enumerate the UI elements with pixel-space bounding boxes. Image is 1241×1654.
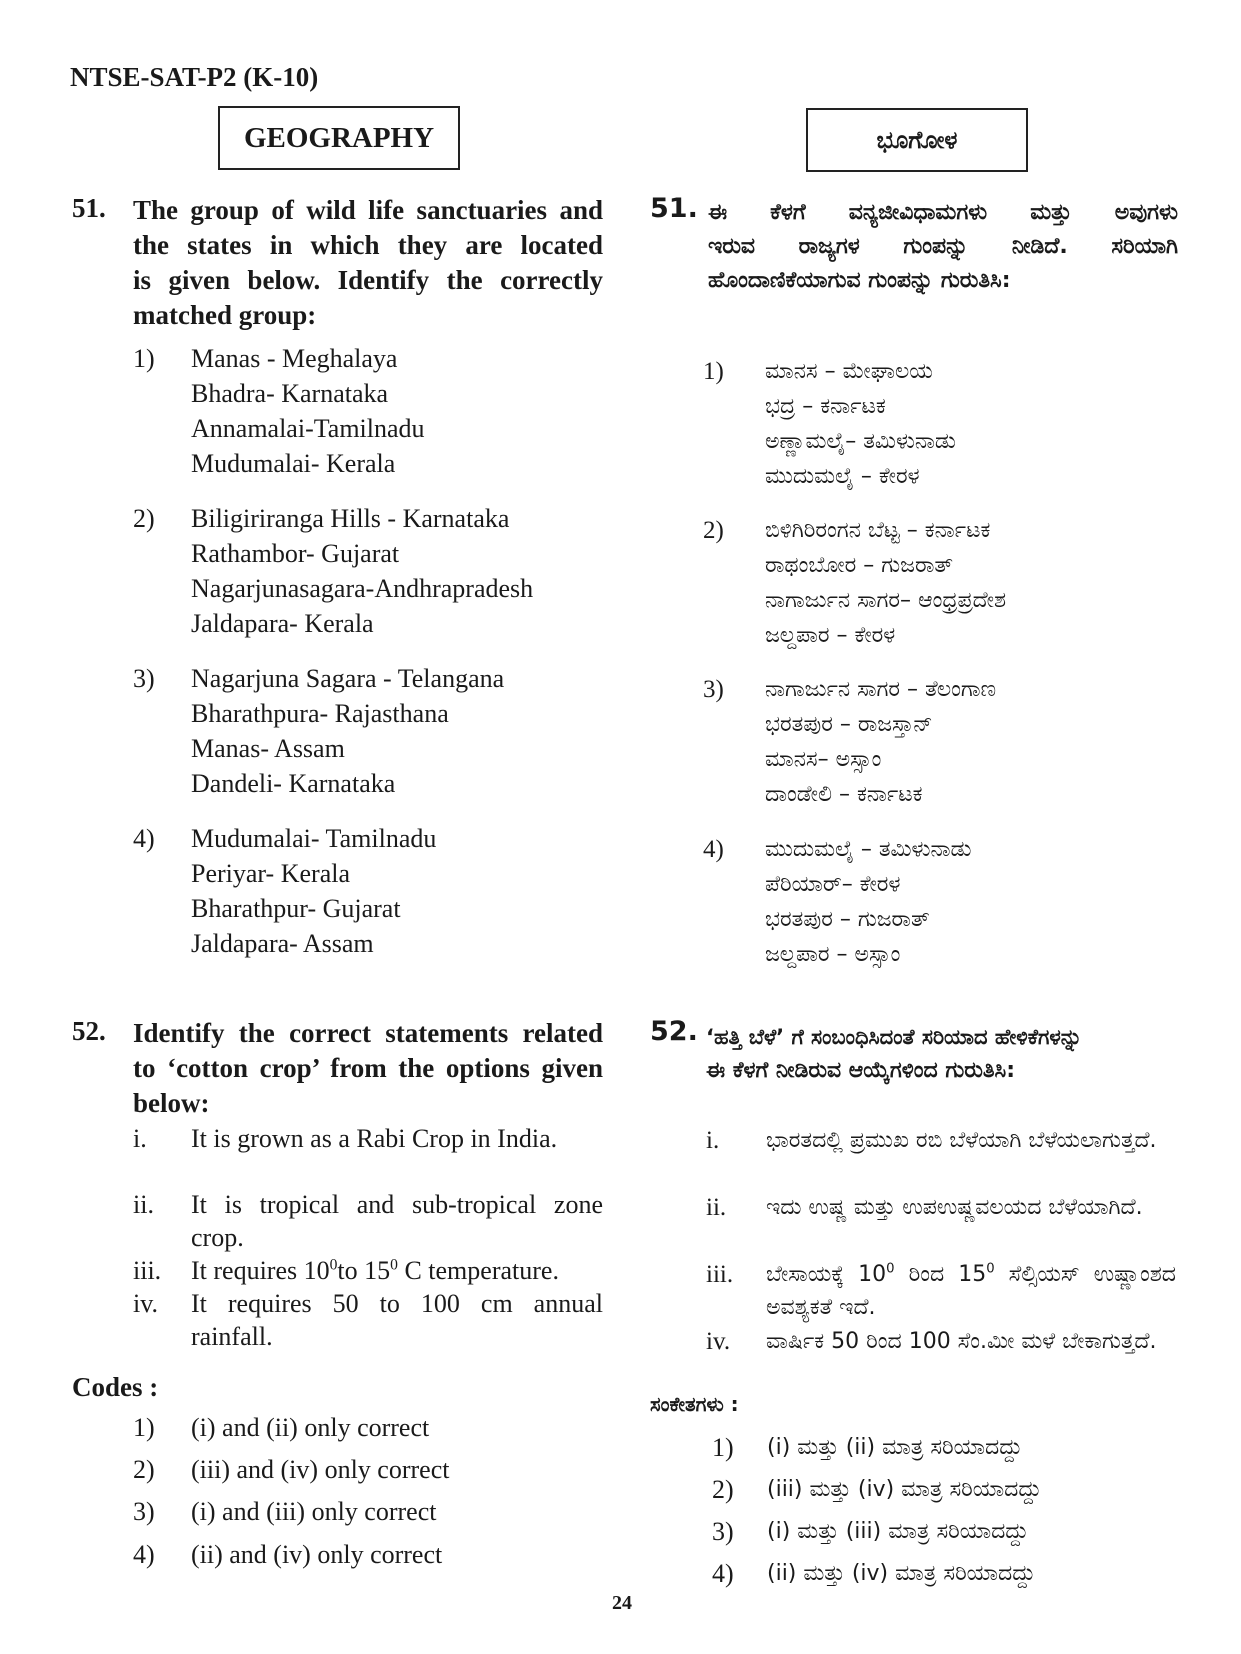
q52-question-line: to ‘cotton crop’ from the options given	[133, 1053, 603, 1083]
option-line: ಮಾನಸ – ಮೇಘಾಲಯ	[765, 359, 933, 384]
q51-option-1-kn	[703, 354, 1173, 494]
q51-option-1-en	[133, 341, 593, 481]
option-line: Dandeli- Karnataka	[191, 769, 396, 798]
option-line: Nagarjunasagara-Andhrapradesh	[191, 574, 534, 603]
option-line: Bharathpura- Rajasthana	[191, 699, 449, 728]
q51-question-en	[133, 193, 603, 333]
option-line: Periyar- Kerala	[191, 859, 350, 888]
q51-question-line: ಇರುವ ರಾಜ್ಯಗಳ ಗುಂಪನ್ನು ನೀಡಿದೆ. ಸರಿಯಾಗಿ	[708, 234, 1178, 259]
option-number: 3)	[133, 664, 155, 693]
code-option-1-kn: 1) (i) ಮತ್ತು (ii) ಮಾತ್ರ ಸರಿಯಾದದ್ದು	[712, 1433, 1023, 1462]
code-option-3-en: 3) (i) and (iii) only correct	[133, 1497, 437, 1526]
q51-option-3-en	[133, 661, 593, 801]
option-number: 4)	[133, 824, 155, 853]
code-option-3-kn: 3) (i) ಮತ್ತು (iii) ಮಾತ್ರ ಸರಿಯಾದದ್ದು	[712, 1517, 1029, 1546]
option-line: ಭದ್ರ – ಕರ್ನಾಟಕ	[765, 394, 886, 419]
option-line: ಭರತಪುರ – ರಾಜಸ್ತಾನ್	[765, 712, 933, 737]
option-line: Annamalai-Tamilnadu	[191, 414, 425, 443]
option-line: Mudumalai- Tamilnadu	[191, 824, 437, 853]
q51-option-2-en	[133, 501, 593, 641]
option-line: ಭರತಪುರ – ಗುಜರಾತ್	[765, 907, 930, 932]
option-line: ಅಣ್ಣಾಮಲೈ– ತಮಿಳುನಾಡು	[765, 429, 956, 454]
q51-option-3-kn	[703, 672, 1173, 812]
option-line: ನಾಗಾರ್ಜುನ ಸಾಗರ– ಆಂಧ್ರಪ್ರದೇಶ	[765, 588, 1007, 613]
q51-question-line: the states in which they are located	[133, 230, 603, 260]
q52-question-line: Identify the correct statements related	[133, 1018, 603, 1048]
q52-question-en	[133, 1016, 603, 1121]
q51-question-line: matched group:	[133, 300, 317, 330]
q51-question-line: is given below. Identify the correctly	[133, 265, 603, 295]
q52-question-line: ‘ಹತ್ತಿ ಬೆಳೆ’ ಗೆ ಸಂಬಂಧಿಸಿದಂತೆ ಸರಿಯಾದ ಹೇಳಿಕೆಗಳನ್ನು	[706, 1025, 1082, 1049]
q51-question-line: ಈ ಕೆಳಗೆ ವನ್ಯಜೀವಿಧಾಮಗಳು ಮತ್ತು ಅವುಗಳು	[708, 200, 1178, 225]
q51-option-4-kn	[703, 832, 1173, 972]
option-line: ದಾಂಡೇಲಿ – ಕರ್ನಾಟಕ	[765, 782, 923, 807]
option-number: 3)	[703, 676, 724, 703]
code-option-2-kn: 2) (iii) ಮತ್ತು (iv) ಮಾತ್ರ ಸರಿಯಾದದ್ದು	[712, 1475, 1042, 1504]
option-line: ಬಿಳಿಗಿರಿರಂಗನ ಬೆಟ್ಟ – ಕರ್ನಾಟಕ	[765, 518, 991, 543]
section-title-english: GEOGRAPHY	[218, 106, 460, 170]
option-line: Jaldapara- Kerala	[191, 609, 374, 638]
option-line: Biligiriranga Hills - Karnataka	[191, 504, 510, 533]
page-number: 24	[612, 1592, 632, 1614]
option-number: 4)	[703, 836, 724, 863]
code-option-4-en: 4) (ii) and (iv) only correct	[133, 1540, 443, 1569]
option-line: ಮಾನಸ– ಅಸ್ಸಾಂ	[765, 747, 882, 772]
section-title-kannada: ಭೂಗೋಳ	[806, 108, 1028, 172]
code-option-1-en: 1) (i) and (ii) only correct	[133, 1413, 430, 1442]
q51-option-2-kn	[703, 513, 1173, 653]
option-number: 1)	[133, 344, 155, 373]
option-number: 2)	[133, 504, 155, 533]
option-line: ಮುದುಮಲೈ – ತಮಿಳುನಾಡು	[765, 837, 972, 862]
option-line: ಜಲ್ದಪಾರ – ಕೇರಳ	[765, 623, 896, 648]
q51-number-en: 51.	[72, 193, 106, 223]
q52-question-kn	[706, 1020, 1178, 1088]
q52-statements-kn: i. ಭಾರತದಲ್ಲಿ ಪ್ರಮುಖ ರಬಿ ಬೆಳೆಯಾಗಿ ಬೆಳೆಯಲಾಗುತ್ತದೆ. ii. ಇದು ಉಷ್ಣ ಮತ್ತು ಉಪಉಷ್ಣವಲಯದ ಬೆಳೆಯಾಗಿದೆ. iii. ಬೇಸಾಯಕ್ಕೆ $10^0$ ರಿಂದ $15^0$ ಸೆಲ್ಸಿಯಸ್ ಉಷ್ಣಾಂಶದ ಅವಶ್ಯಕತೆ ಇದೆ. iv. ವಾರ್ಷಿಕ 50 ರಿಂದ 100 ಸೆಂ.ಮೀ ಮಳೆ ಬೇಕಾಗುತ್ತದೆ.	[706, 1127, 1176, 1355]
option-line: Bhadra- Karnataka	[191, 379, 389, 408]
option-line: ರಾಥಂಬೋರ – ಗುಜರಾತ್	[765, 553, 954, 578]
option-line: Manas- Assam	[191, 734, 345, 763]
q52-number-en: 52.	[72, 1016, 106, 1046]
option-line: Rathambor- Gujarat	[191, 539, 400, 568]
q52-number-kn: 52.	[650, 1016, 698, 1047]
option-line: Manas - Meghalaya	[191, 344, 398, 373]
option-line: ಮುದುಮಲೈ – ಕೇರಳ	[765, 464, 920, 489]
q52-statements-en: i. It is grown as a Rabi Crop in India. ii. It is tropical and sub-tropical zone crop. iii. It requires $10^0to$ $15^0$ C temperature. iv. It requires 50 to 100 cm annual rainfall.	[133, 1124, 603, 1351]
option-line: ನಾಗಾರ್ಜುನ ಸಾಗರ – ತೆಲಂಗಾಣ	[765, 677, 997, 702]
q52-question-line: below:	[133, 1088, 210, 1118]
option-number: 1)	[703, 358, 724, 385]
option-line: Mudumalai- Kerala	[191, 449, 396, 478]
q51-question-line: ಹೊಂದಾಣಿಕೆಯಾಗುವ ಗುಂಪನ್ನು ಗುರುತಿಸಿ:	[708, 268, 1011, 293]
option-line: ಜಲ್ದಪಾರ – ಅಸ್ಸಾಂ	[765, 942, 901, 967]
code-option-2-en: 2) (iii) and (iv) only correct	[133, 1455, 450, 1484]
q51-option-4-en	[133, 821, 593, 961]
codes-heading-kn: ಸಂಕೇತಗಳು :	[650, 1392, 739, 1416]
q51-question-kn	[708, 196, 1178, 298]
option-line: ಪೆರಿಯಾರ್– ಕೇರಳ	[765, 872, 901, 897]
q51-number-kn: 51.	[650, 193, 698, 224]
code-option-4-kn: 4) (ii) ಮತ್ತು (iv) ಮಾತ್ರ ಸರಿಯಾದದ್ದು	[712, 1559, 1036, 1588]
option-line: Bharathpur- Gujarat	[191, 894, 401, 923]
option-line: Nagarjuna Sagara - Telangana	[191, 664, 505, 693]
option-line: Jaldapara- Assam	[191, 929, 374, 958]
option-number: 2)	[703, 517, 724, 544]
q52-question-line: ಈ ಕೆಳಗೆ ನೀಡಿರುವ ಆಯ್ಕೆಗಳಿಂದ ಗುರುತಿಸಿ:	[706, 1058, 1016, 1083]
exam-code-header: NTSE-SAT-P2 (K-10)	[70, 62, 319, 92]
q51-question-line: The group of wild life sanctuaries and	[133, 195, 603, 225]
codes-heading-en: Codes :	[72, 1372, 159, 1402]
